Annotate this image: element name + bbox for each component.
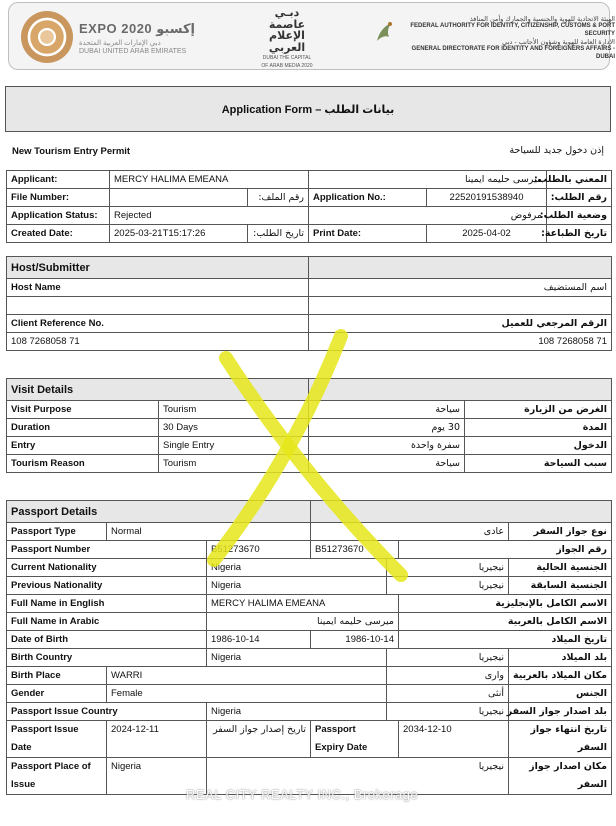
created-date-ar-label: تاريخ الطلب:: [248, 225, 309, 243]
dubai-logo-en: DUBAI THE CAPITAL: [262, 55, 312, 61]
full-name-english-value: MERCY HALIMA EMEANA: [207, 595, 399, 613]
client-ref-label: Client Reference No.: [7, 315, 309, 333]
expo-sub-en: DUBAI UNITED ARAB EMIRATES: [79, 48, 187, 55]
place-of-issue-ar-value: نيجيريا: [207, 758, 509, 795]
table-row: [7, 171, 612, 189]
expo-title: EXPO 2020 إكسبو: [79, 21, 195, 36]
visit-row-ar-label: المدة: [465, 419, 612, 437]
visit-row-label: Tourism Reason: [7, 455, 159, 473]
watermark-text: REAL CITY REALTY INC., Brokerage: [186, 787, 419, 802]
visit-table: [6, 378, 612, 473]
applicant-ar-label: المعني بالطلب:: [547, 171, 612, 189]
passport-number-value-2: B51273670: [311, 541, 399, 559]
authority-text: [401, 15, 615, 61]
expiry-date-label-line: Expiry Date: [315, 742, 368, 753]
visit-row-ar-value: سياحة: [309, 455, 465, 473]
passport-table: [6, 500, 612, 795]
dubai-logo-line: العربي: [268, 40, 306, 54]
birth-place-ar-value: وارى: [387, 667, 509, 685]
previous-nationality-ar-value: نيجيريا: [387, 577, 509, 595]
table-row: [7, 649, 612, 667]
full-name-arabic-label: Full Name in Arabic: [7, 613, 207, 631]
full-name-arabic-value: ميرسى حليمه ايمينا: [207, 613, 399, 631]
birth-place-label: Birth Place: [7, 667, 107, 685]
visit-row-value: Tourism: [159, 455, 309, 473]
letterhead: [8, 2, 615, 70]
table-row: [7, 419, 612, 437]
host-table: [6, 256, 612, 351]
visit-row-ar-label: سبب السياحة: [465, 455, 612, 473]
gender-ar-label: الجنس: [509, 685, 612, 703]
host-name-value: [7, 297, 309, 315]
visit-row-ar-value: سياحة: [309, 401, 465, 419]
table-row: [7, 297, 612, 315]
table-row: [7, 721, 612, 758]
dob-value: 1986-10-14: [207, 631, 311, 649]
file-number-label: File Number:: [7, 189, 110, 207]
visit-row-ar-value: سفرة واحدة: [309, 437, 465, 455]
full-name-english-label: Full Name in English: [7, 595, 207, 613]
issue-date-label: [7, 721, 107, 758]
client-ref-value: 108 7268058 71: [7, 333, 309, 351]
print-date-label: Print Date:: [309, 225, 427, 243]
application-no-value: 22520191538940: [427, 189, 547, 207]
dubai-capital-arab-media-logo: [257, 7, 317, 69]
visit-row-ar-label: الغرض من الزيارة: [465, 401, 612, 419]
gender-value: Female: [107, 685, 387, 703]
birth-country-label: Birth Country: [7, 649, 207, 667]
previous-nationality-label: Previous Nationality: [7, 577, 207, 595]
passport-section-title: Passport Details: [7, 501, 311, 523]
gender-label: Gender: [7, 685, 107, 703]
form-title: Application Form – بيانات الطلب: [221, 103, 395, 116]
visit-row-label: Entry: [7, 437, 159, 455]
birth-country-ar-label: بلد الميلاد: [509, 649, 612, 667]
birth-place-value: WARRI: [107, 667, 387, 685]
authority-ar-1: الهيئة الاتحادية للهوية والجنسية والجمارك وأمن المنافذ: [469, 15, 615, 23]
created-date-value: 2025-03-21T15:17:26: [110, 225, 248, 243]
passport-type-ar-value: عادى: [311, 523, 509, 541]
place-of-issue-value: Nigeria: [107, 758, 207, 795]
visit-row-value: Tourism: [159, 401, 309, 419]
place-of-issue-label-line: Passport Place of: [11, 761, 91, 772]
visit-row-ar-value: 30 يوم: [309, 419, 465, 437]
table-row: [7, 455, 612, 473]
dob-label: Date of Birth: [7, 631, 207, 649]
file-number-ar-label: رقم الملف:: [248, 189, 309, 207]
table-row: [7, 541, 612, 559]
dubai-logo-line: الإعلام: [269, 29, 305, 42]
host-name-label: Host Name: [7, 279, 309, 297]
table-row: [7, 225, 612, 243]
visit-row-label: Visit Purpose: [7, 401, 159, 419]
expiry-date-ar-line: تاريخ انتهاء جواز: [530, 724, 608, 735]
host-section-title-ar: [309, 257, 612, 279]
status-value: Rejected: [110, 207, 309, 225]
status-ar-value: مرفوض: [309, 207, 547, 225]
issue-date-label-line: Passport Issue: [11, 724, 79, 735]
passport-number-value: B51273670: [207, 541, 311, 559]
created-date-label: Created Date:: [7, 225, 110, 243]
table-row: [7, 685, 612, 703]
current-nationality-ar-value: نيجيريا: [387, 559, 509, 577]
table-row: [7, 257, 612, 279]
print-date-ar-label: تاريخ الطباعة:: [547, 225, 612, 243]
passport-type-value: Normal: [107, 523, 311, 541]
file-number-value: [110, 189, 248, 207]
passport-number-label: Passport Number: [7, 541, 207, 559]
application-table: [6, 170, 612, 243]
passport-section-title-ar: [311, 501, 612, 523]
current-nationality-label: Current Nationality: [7, 559, 207, 577]
table-row: [7, 613, 612, 631]
table-row: [7, 437, 612, 455]
table-row: [7, 631, 612, 649]
applicant-value: MERCY HALIMA EMEANA: [110, 171, 309, 189]
issue-country-ar-label: بلد اصدار جواز السفر: [509, 703, 612, 721]
issue-country-value: Nigeria: [207, 703, 387, 721]
table-row: [7, 577, 612, 595]
table-row: [7, 189, 612, 207]
table-row: [7, 703, 612, 721]
place-of-issue-ar-line: مكان اصدار جواز: [529, 761, 608, 772]
applicant-ar-value: ميرسى حليمه ايمينا: [309, 171, 547, 189]
authority-en-1: FEDERAL AUTHORITY FOR IDENTITY, CITIZENSHIP, CUSTOMS & PORT SECURITY: [410, 23, 615, 37]
visit-section-title: Visit Details: [7, 379, 309, 401]
passport-number-ar-label: رقم الجواز: [399, 541, 612, 559]
table-row: [7, 279, 612, 297]
issue-country-ar-value: نيجيريا: [387, 703, 509, 721]
dubai-logo-line: دبـي: [274, 6, 300, 19]
dob-value-2: 1986-10-14: [311, 631, 399, 649]
status-label: Application Status:: [7, 207, 110, 225]
form-title-band: [5, 86, 611, 132]
visit-row-value: 30 Days: [159, 419, 309, 437]
issue-date-ar-label: تاريخ إصدار جواز السفر: [207, 721, 311, 758]
expo-text: [79, 21, 199, 55]
place-of-issue-ar-label: [509, 758, 612, 795]
status-ar-label: وضعية الطلب:: [547, 207, 612, 225]
passport-type-label: Passport Type: [7, 523, 107, 541]
table-row: [7, 315, 612, 333]
dubai-logo-en: OF ARAB MEDIA 2020: [261, 63, 313, 69]
birth-place-ar-label: مكان الميلاد بالعربية: [509, 667, 612, 685]
place-of-issue-label-line: Issue: [11, 779, 36, 790]
passport-type-ar-label: نوع جواز السفر: [509, 523, 612, 541]
authority-en-2: GENERAL DIRECTORATE FOR IDENTITY AND FOREIGNERS AFFAIRS - DUBAI: [411, 46, 615, 60]
host-name-ar-label: اسم المستضيف: [309, 279, 612, 297]
visit-section-title-ar: [309, 379, 612, 401]
visit-row-label: Duration: [7, 419, 159, 437]
client-ref-ar-label: الرقم المرجعي للعميل: [309, 315, 612, 333]
expiry-date-value: 2034-12-10: [399, 721, 509, 758]
table-row: [7, 379, 612, 401]
current-nationality-value: Nigeria: [207, 559, 387, 577]
application-no-ar-label: رقم الطلب:: [547, 189, 612, 207]
print-date-value: 2025-04-02: [427, 225, 547, 243]
birth-country-ar-value: نيجيريا: [387, 649, 509, 667]
authority-ar-2: الإدارة العامة للهوية وشؤون الأجانب - دبي: [502, 38, 615, 46]
permit-title-ar: إذن دخول جديد للسياحة: [509, 145, 604, 156]
previous-nationality-ar-label: الجنسية السابقة: [509, 577, 612, 595]
expiry-date-label-line: Passport: [315, 724, 356, 735]
birth-country-value: Nigeria: [207, 649, 387, 667]
expiry-date-ar-line: السفر: [577, 742, 608, 753]
table-row: [7, 523, 612, 541]
expo-2020-logo-icon: [21, 11, 73, 63]
place-of-issue-ar-line: السفر: [577, 779, 608, 790]
dubai-logo-line: عاصمة: [268, 17, 306, 31]
full-name-arabic-ar-label: الاسم الكامل بالعربية: [399, 613, 612, 631]
expo-sub-ar: دبي الإمارات العربية المتحدة: [79, 40, 161, 47]
place-of-issue-label: [7, 758, 107, 795]
table-row: [7, 559, 612, 577]
issue-date-label-line: Date: [11, 742, 32, 753]
issue-country-label: Passport Issue Country: [7, 703, 207, 721]
host-section-title: Host/Submitter: [7, 257, 309, 279]
gender-ar-value: أنثى: [387, 685, 509, 703]
table-row: [7, 401, 612, 419]
expiry-date-ar-label: [509, 721, 612, 758]
table-row: [7, 667, 612, 685]
table-row: [7, 333, 612, 351]
dob-ar-label: تاريخ الميلاد: [399, 631, 612, 649]
issue-date-value: 2024-12-11: [107, 721, 207, 758]
table-row: [7, 595, 612, 613]
visit-row-ar-label: الدخول: [465, 437, 612, 455]
host-name-ar-value: [309, 297, 612, 315]
full-name-english-ar-label: الاسم الكامل بالإنجليزية: [399, 595, 612, 613]
falcon-emblem-icon: [373, 19, 395, 45]
applicant-label: Applicant:: [7, 171, 110, 189]
table-row: [7, 207, 612, 225]
application-no-label: Application No.:: [309, 189, 427, 207]
current-nationality-ar-label: الجنسية الحالية: [509, 559, 612, 577]
table-row: [7, 501, 612, 523]
client-ref-value-ar: 108 7268058 71: [309, 333, 612, 351]
expiry-date-label: [311, 721, 399, 758]
previous-nationality-value: Nigeria: [207, 577, 387, 595]
visit-row-value: Single Entry: [159, 437, 309, 455]
permit-title-en: New Tourism Entry Permit: [12, 146, 131, 157]
